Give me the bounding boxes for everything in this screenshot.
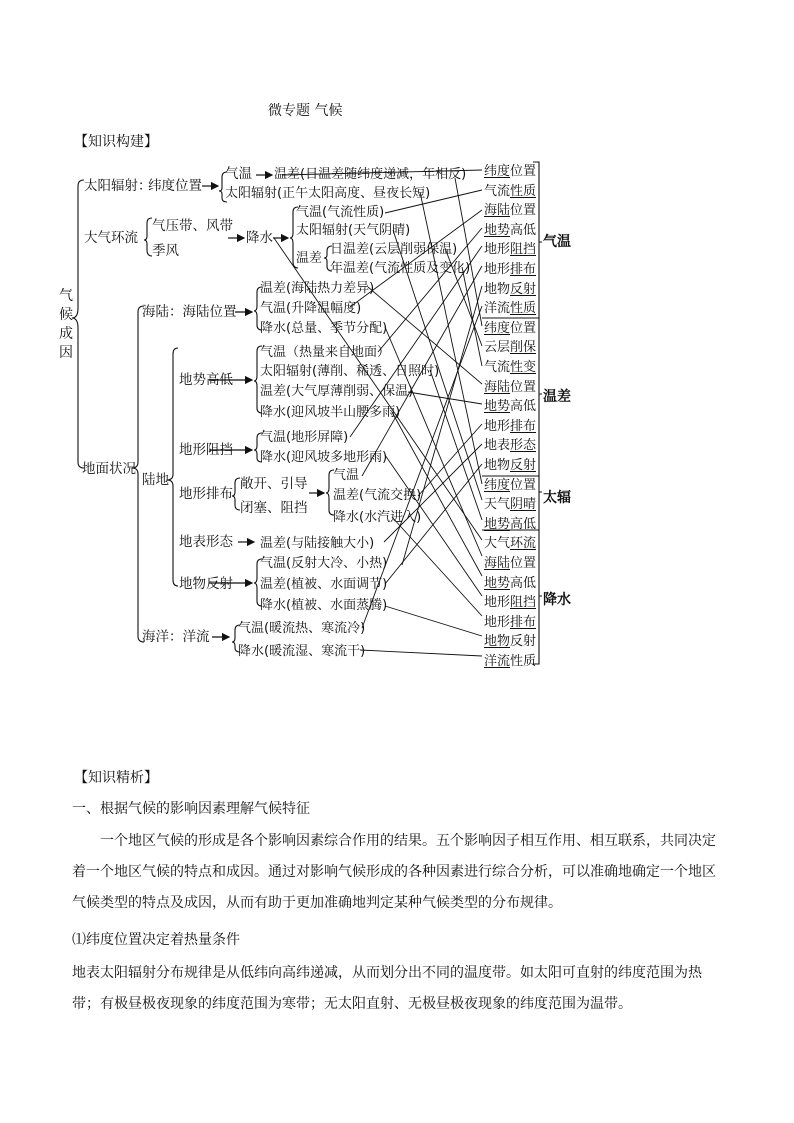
right-factor-item	[484, 261, 536, 278]
right-factor-key: 地势	[484, 399, 511, 415]
right-factor-text: 位置	[510, 477, 537, 493]
right-factor-text: 地形	[484, 418, 511, 434]
right-factor-item	[484, 496, 536, 513]
right-factor-key: 反射	[510, 458, 537, 473]
right-factor-text: 高低	[510, 222, 537, 238]
atmos-label: 大气环流	[84, 230, 138, 246]
land-inner-brace	[167, 348, 178, 586]
right-factor-item	[484, 281, 536, 298]
right-factor-key: 排布	[510, 262, 537, 277]
atmos-precip: 降水	[246, 230, 273, 246]
right-factor-text: 反射	[510, 634, 537, 650]
right-factor-key: 阻挡	[510, 242, 537, 258]
right-factor-item	[484, 320, 536, 337]
right-factor-text: 大气	[484, 536, 511, 552]
right-factor-item	[484, 379, 536, 396]
right-factor-text: 地形	[484, 614, 511, 630]
right-factor-key: 形态	[510, 438, 537, 454]
atmos-daily: 日温差(云层削弱保温)	[330, 242, 458, 257]
right-factor-text: 气流	[484, 360, 511, 375]
layout-open: 敞开、引导	[240, 476, 308, 492]
terrain-rad: 太阳辐射(薄削、稀透、日照时)	[260, 364, 440, 379]
right-factor-key: 阻挡	[510, 595, 537, 611]
reflect-diff: 温差(植被、水面调节)	[260, 577, 388, 592]
right-factor-text: 位置	[510, 320, 537, 336]
reflect-label: 地物反射	[179, 576, 233, 592]
sealand-label: 海陆：海陆位置	[142, 304, 237, 320]
barrier-temp: 气温(地形屏障)	[260, 430, 349, 445]
root-char: 成	[59, 326, 73, 342]
land-char: 陆地	[142, 472, 169, 488]
ocean-temp: 气温(暖流热、寒流冷)	[238, 621, 366, 636]
right-group-label: 太辐	[543, 489, 571, 506]
right-factor-item	[484, 202, 536, 219]
right-factor-item	[484, 555, 536, 572]
reflect-temp: 气温(反射大冷、小热)	[260, 556, 388, 571]
terrain-temp: 气温（热量来自地面）	[260, 345, 391, 360]
pressure-label: 气压带、风带	[152, 218, 233, 234]
right-factor-item	[484, 163, 536, 180]
right-factor-item	[484, 614, 536, 631]
right-factor-key: 地物	[484, 634, 511, 650]
root-char: 气	[59, 288, 73, 304]
monsoon-label: 季风	[152, 243, 179, 259]
solar-temp: 气温	[225, 166, 252, 182]
right-factor-item	[484, 183, 536, 200]
ocean-precip: 降水(暖流湿、寒流干)	[238, 644, 366, 659]
right-group-label: 降水	[543, 592, 571, 609]
solar-temp-detail: 温差(日温差随纬度递减，年相反)	[274, 167, 467, 182]
right-factor-key: 排布	[510, 614, 537, 630]
layout-diff: 温差(气流交换)	[333, 488, 422, 503]
right-factor-key: 阴晴	[510, 497, 537, 513]
right-factor-item	[484, 437, 536, 454]
sealand-precip: 降水(总量、季节分配)	[260, 321, 388, 336]
right-factor-key: 地势	[484, 575, 511, 591]
right-factor-item	[484, 398, 536, 415]
ocean-label: 海洋：洋流	[142, 629, 210, 645]
page-title: 微专题 气候	[268, 103, 343, 119]
right-factor-key: 纬度	[484, 477, 511, 493]
right-factor-item	[484, 300, 536, 317]
atmos-annual: 年温差(气流性质及变化)	[330, 261, 471, 276]
right-factor-text: 地物	[484, 458, 511, 473]
right-factor-item	[484, 516, 536, 533]
right-factor-text: 高低	[510, 399, 537, 415]
atmos-brace	[144, 218, 152, 256]
layout-precip: 降水(水汽进入)	[333, 510, 422, 525]
surface-diff: 温差(与陆接触大小)	[260, 536, 375, 551]
right-factor-key: 环流	[510, 536, 537, 552]
atmos-temp: 气温(气流性质)	[296, 205, 385, 220]
right-group-label: 温差	[543, 388, 571, 405]
right-factor-key: 纬度	[484, 320, 511, 336]
right-factor-item	[484, 535, 536, 552]
layout-temp: 气温	[333, 468, 360, 483]
right-factor-key: 性变	[510, 360, 537, 375]
right-factor-key: 性质	[510, 301, 537, 317]
body-paragraph-2: 地表太阳辐射分布规律是从低纬向高纬递减，从而划分出不同的温度带。如太阳可直射的纬度范围为热带；有极昼极夜现象的纬度范围为寒带；无太阳直射、无极昼极夜现象的纬度范围为温带。	[72, 965, 702, 1012]
right-factor-text: 位置	[510, 203, 537, 219]
right-factor-text: 位置	[510, 164, 537, 179]
right-factor-key: 削保	[510, 340, 537, 356]
right-factor-item	[484, 594, 536, 611]
right-factor-item	[484, 575, 536, 592]
section-heading-analysis: 【知识精析】	[74, 770, 158, 786]
right-factor-item	[484, 241, 536, 258]
right-factor-key: 纬度	[484, 164, 511, 179]
right-factor-key: 排布	[510, 418, 537, 434]
right-factor-text: 性质	[510, 654, 537, 669]
right-factor-text: 高低	[510, 516, 537, 532]
sealand-diff: 温差(海陆热力差异)	[260, 281, 375, 296]
terrain-precip: 降水(迎风坡半山腰多雨)	[260, 405, 401, 420]
right-factor-item	[484, 339, 536, 356]
right-factor-item	[484, 418, 536, 435]
land-label: 地面状况	[82, 461, 136, 477]
right-group-label: 气温	[543, 234, 571, 250]
root-char: 因	[59, 345, 73, 361]
right-factor-text: 地形	[484, 242, 511, 258]
right-factor-text: 地物	[484, 281, 511, 297]
right-factor-text: 洋流	[484, 301, 511, 317]
right-factor-key: 洋流	[484, 654, 511, 669]
right-factor-text: 位置	[510, 379, 537, 395]
right-factor-key: 性质	[510, 183, 537, 199]
solar-label: 太阳辐射：	[84, 178, 152, 194]
right-factor-key: 海陆	[484, 556, 511, 571]
atmos-rad: 太阳辐射(天气阴晴)	[296, 223, 411, 238]
surface-label: 地表形态	[179, 534, 233, 550]
body-subheading-1: ⑴纬度位置决定着热量条件	[72, 932, 240, 948]
right-factor-item	[484, 633, 536, 650]
right-factor-item	[484, 359, 536, 376]
layout-closed: 闭塞、阻挡	[240, 500, 308, 516]
right-factor-key: 海陆	[484, 379, 511, 395]
right-factor-item	[484, 457, 536, 474]
reflect-precip: 降水(植被、水面蒸腾)	[260, 598, 388, 613]
right-factor-item	[484, 477, 536, 494]
body-paragraph-1: 一个地区气候的形成是各个影响因素综合作用的结果。五个影响因子相互作用、相互联系，共同决定着一个地区气候的特点和成因。通过对影响气候形成的各种因素进行综合分析，可以准确地确定一个地区气候类型的特点及成因，从而有助于更加准确地判定某种气候类型的分布规律。	[72, 833, 716, 911]
right-factor-text: 高低	[510, 575, 537, 591]
terrain-label: 地势高低	[179, 372, 233, 388]
right-factor-key: 反射	[510, 281, 537, 297]
layout-brace	[232, 478, 240, 510]
body-heading-1: 一、根据气候的影响因素理解气候特征	[72, 801, 310, 817]
right-factor-text: 天气	[484, 497, 511, 513]
right-factor-text: 地形	[484, 262, 511, 277]
barrier-label: 地形阻挡	[179, 442, 233, 458]
right-factor-text: 气流	[484, 183, 511, 199]
section-heading-structure: 【知识构建】	[74, 134, 158, 150]
latitude-label: 纬度位置	[148, 178, 202, 194]
right-factor-key: 海陆	[484, 203, 511, 219]
layout-label: 地形排布	[179, 486, 233, 502]
right-factor-text: 地形	[484, 595, 511, 611]
terrain-diff: 温差(大气厚薄削弱、保温)	[260, 384, 414, 399]
right-factor-item	[484, 653, 536, 670]
solar-rad: 太阳辐射(正午太阳高度、昼夜长短)	[225, 186, 431, 201]
barrier-precip: 降水(迎风坡多地形雨)	[260, 450, 388, 465]
atmos-diff: 温差	[296, 251, 323, 266]
sealand-temp: 气温(升降温幅度)	[260, 301, 362, 316]
right-factor-text: 地表	[484, 438, 511, 454]
right-factor-key: 地势	[484, 516, 511, 532]
right-factor-item	[484, 222, 536, 239]
right-factor-text: 云层	[484, 340, 511, 356]
right-factor-key: 地势	[484, 222, 511, 238]
root-char: 候	[59, 307, 73, 323]
right-factor-text: 位置	[510, 556, 537, 571]
